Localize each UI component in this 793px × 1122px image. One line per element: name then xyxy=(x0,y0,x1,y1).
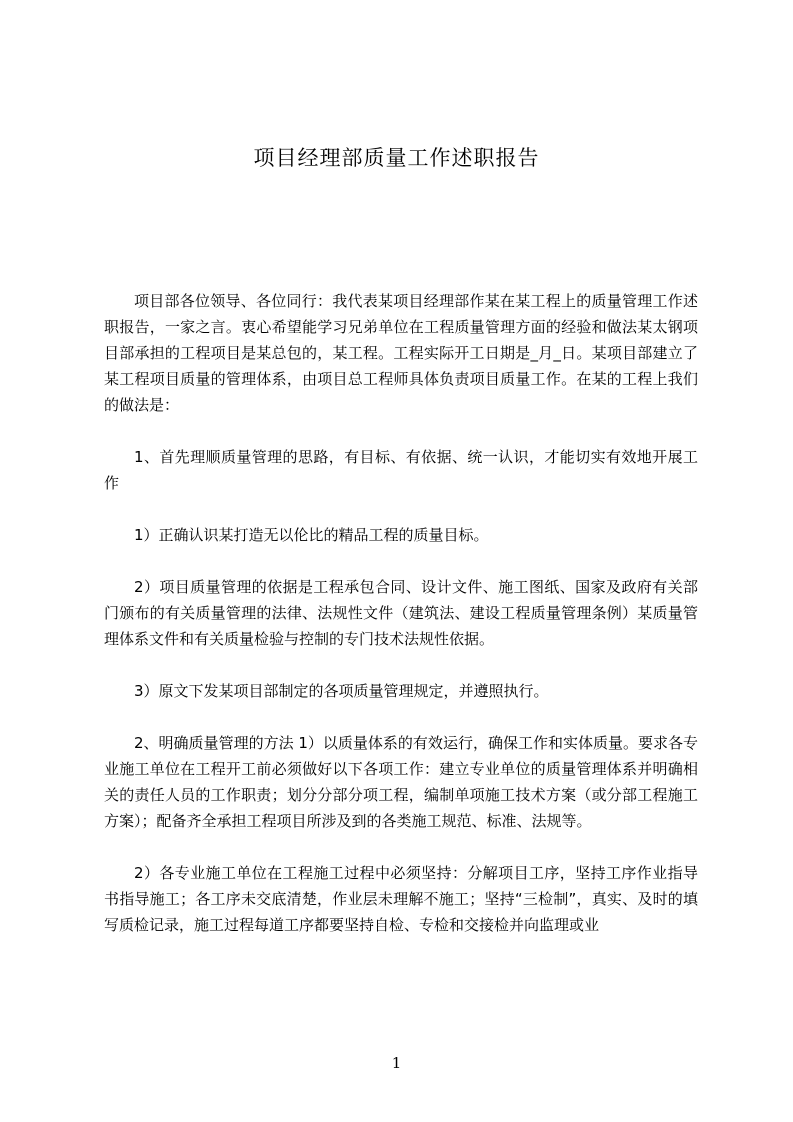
document-title: 项目经理部质量工作述职报告 xyxy=(253,146,540,170)
paragraph-section-1: 1、首先理顺质量管理的思路，有目标、有依据、统一认识，才能切实有效地开展工作 xyxy=(104,448,698,492)
paragraph-item-1-2: 2）项目质量管理的依据是工程承包合同、设计文件、施工图纸、国家及政府有关部门颁布的有关质量管理的法律、法规性文件（建筑法、建设工程质量管理条例）某质量管理体系文件和有关质量检验与控制的专门技术法规性依据。 xyxy=(104,578,698,648)
paragraph-intro: 项目部各位领导、各位同行：我代表某项目经理部作某在某工程上的质量管理工作述职报告，一家之言。衷心希望能学习兄弟单位在工程质量管理方面的经验和做法某太钢项目部承担的工程项目是某总包的，某工程。工程实际开工日期是_月_日。某项目部建立了某工程项目质量的管理体系，由项目总工程师具体负责项目质量工作。在某的工程上我们的做法是： xyxy=(104,292,698,414)
page-number: 1 xyxy=(391,1054,402,1072)
paragraph-item-1-3: 3）原文下发某项目部制定的各项质量管理规定，并遵照执行。 xyxy=(134,682,549,700)
paragraph-item-2-2: 2）各专业施工单位在工程施工过程中必须坚持：分解项目工序，坚持工序作业指导书指导施工；各工序未交底清楚，作业层未理解不施工；坚持“三检制”，真实、及时的填写质检记录，施工过程每道工序都要坚持自检、专检和交接检并向监理或业 xyxy=(104,864,698,934)
document-body xyxy=(104,288,698,964)
paragraph-section-2: 2、明确质量管理的方法 1）以质量体系的有效运行，确保工作和实体质量。要求各专业施工单位在工程开工前必须做好以下各项工作：建立专业单位的质量管理体系并明确相关的责任人员的工作职责；划分分部分项工程，编制单项施工技术方案（或分部工程施工方案）；配备齐全承担工程项目所涉及到的各类施工规范、标准、法规等。 xyxy=(104,734,698,830)
paragraph-item-1-1: 1）正确认识某打造无以伦比的精品工程的质量目标。 xyxy=(134,526,489,544)
